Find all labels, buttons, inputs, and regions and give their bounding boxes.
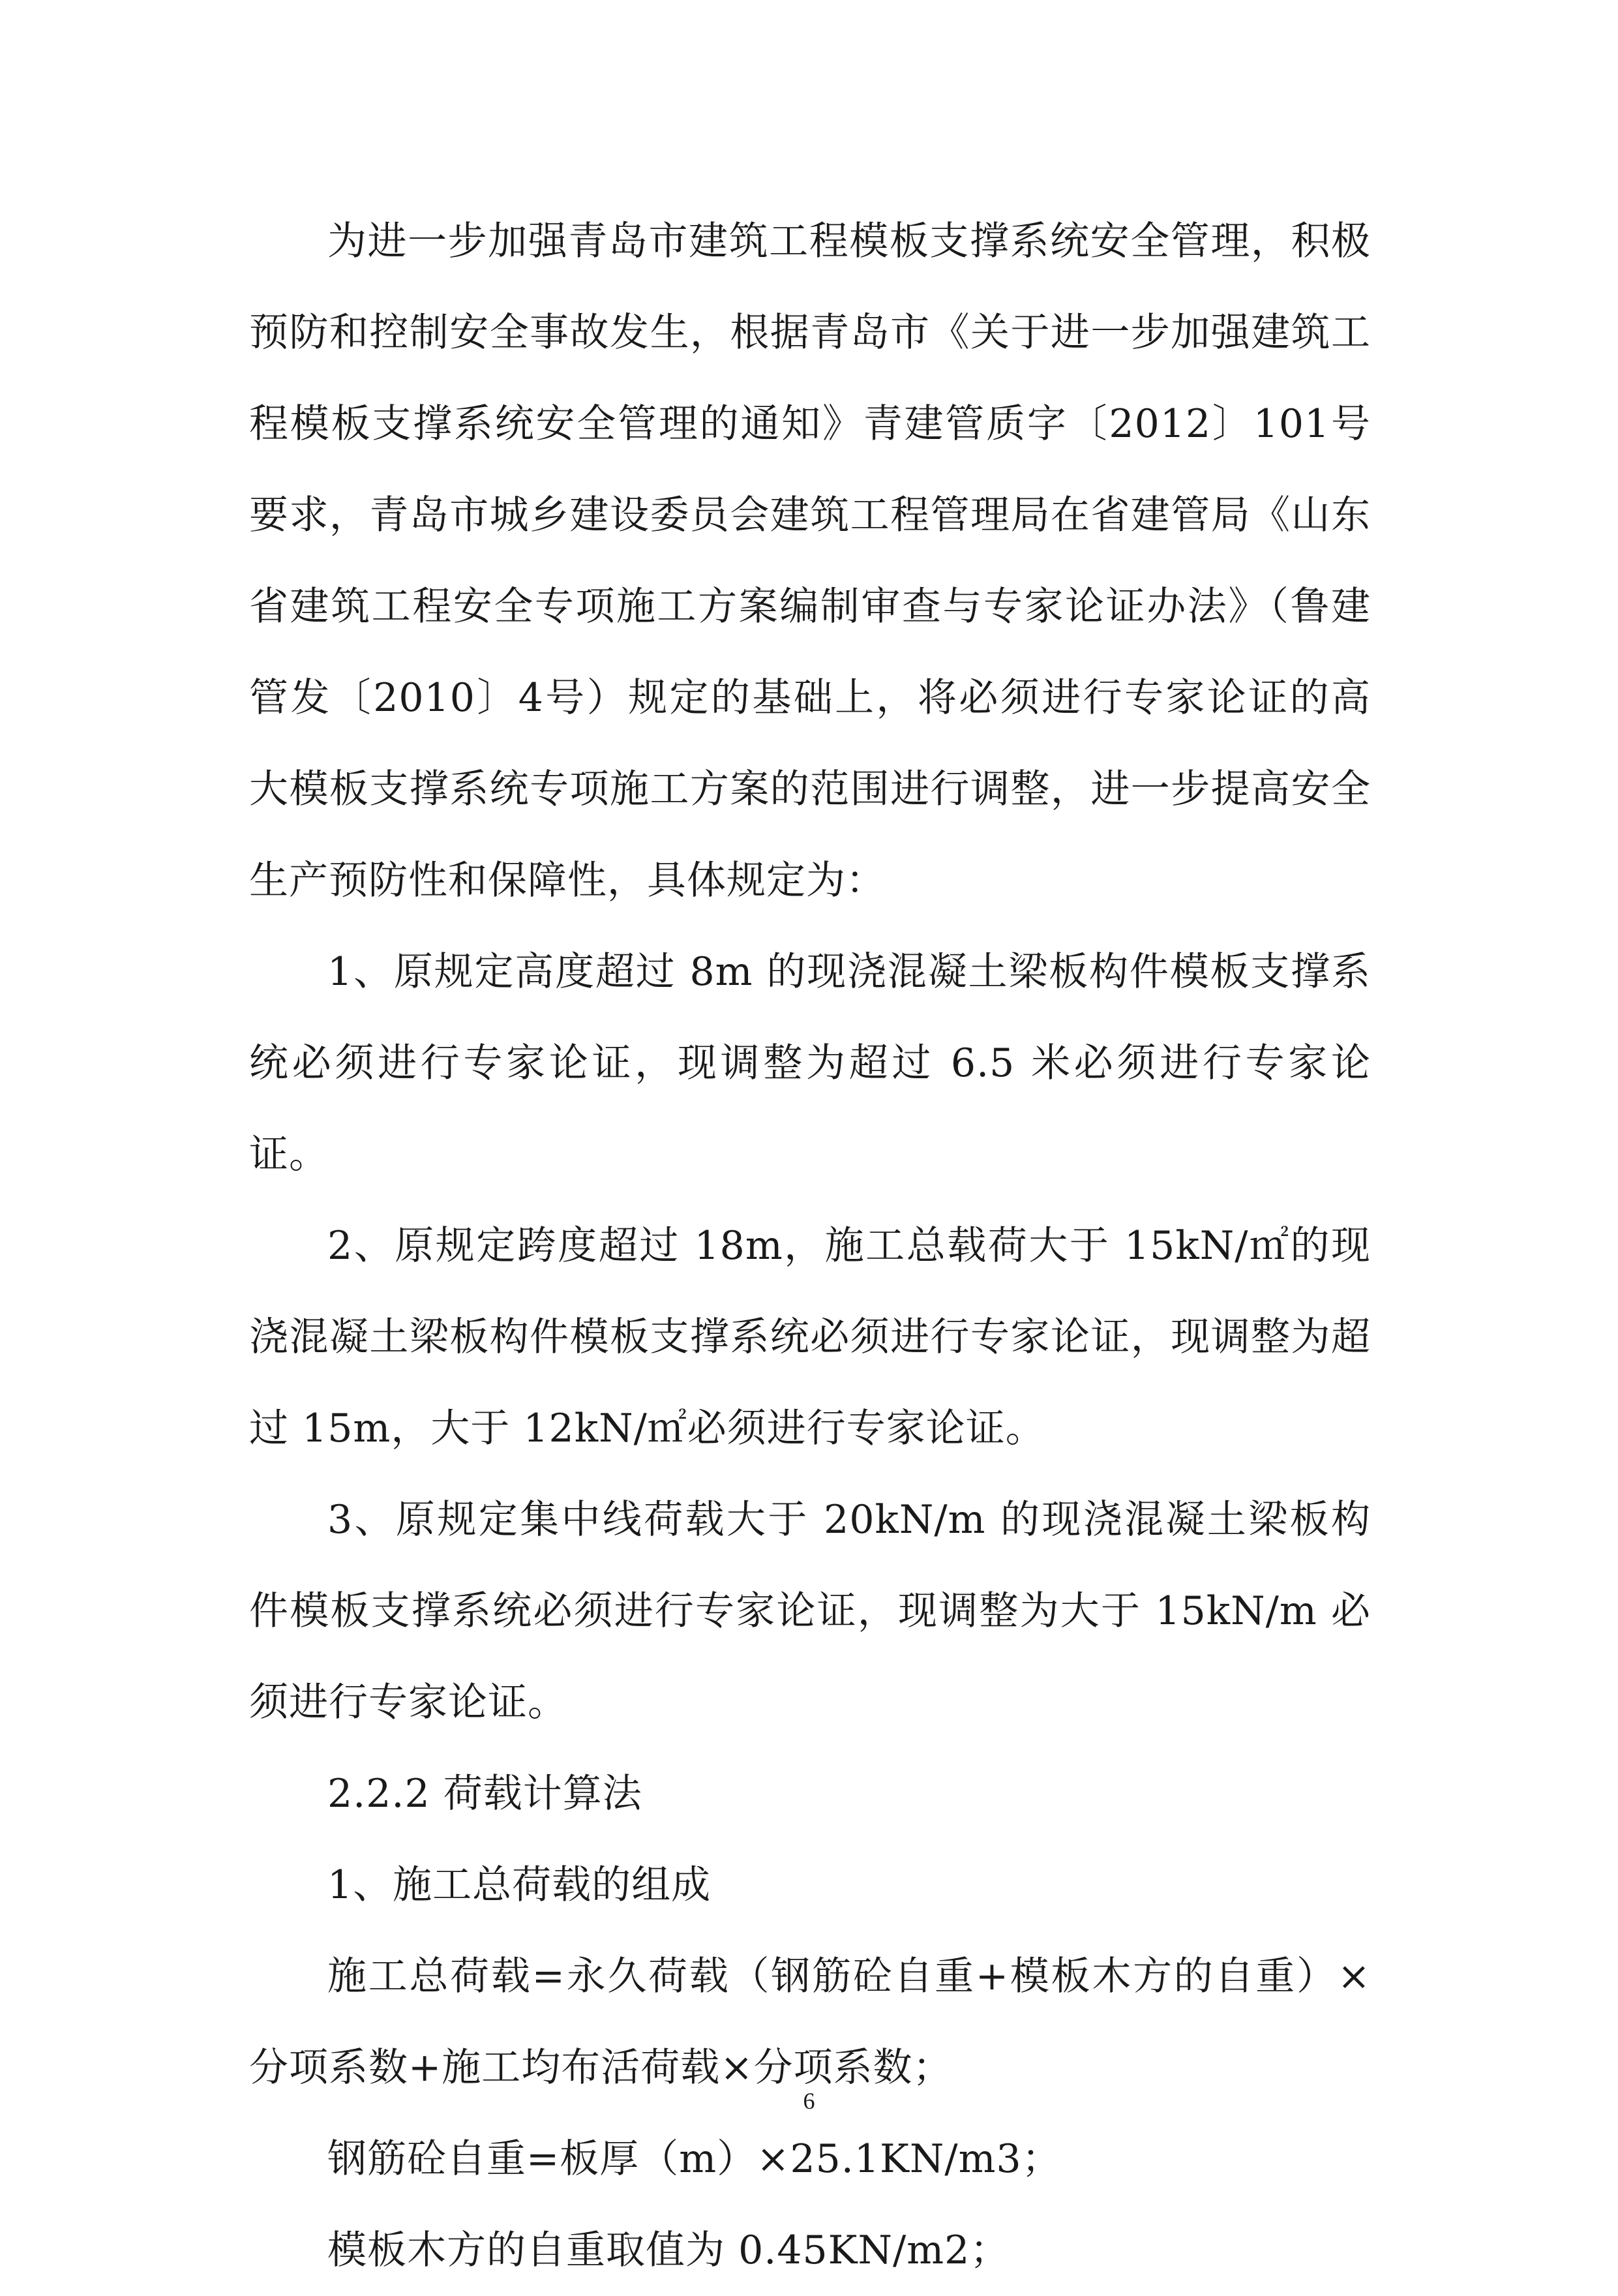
rule-item-1: 1、原规定高度超过 8m 的现浇混凝土梁板构件模板支撑系统必须进行专家论证，现调整为超过 6.5 米必须进行专家论证。 bbox=[249, 949, 1371, 1177]
formula-total-load: 施工总荷载=永久荷载（钢筋砼自重+模板木方的自重）×分项系数+施工均布活荷载×分项系数； bbox=[249, 1954, 1371, 2091]
section-heading: 2.2.2 荷载计算法 bbox=[327, 1771, 642, 1817]
rule-item-3: 3、原规定集中线荷载大于 20kN/m 的现浇混凝土梁板构件模板支撑系统必须进行专家论证，现调整为大于 15kN/m 必须进行专家论证。 bbox=[249, 1497, 1371, 1725]
document-body bbox=[249, 196, 1371, 2296]
intro-paragraph: 为进一步加强青岛市建筑工程模板支撑系统安全管理，积极预防和控制安全事故发生，根据青岛市《关于进一步加强建筑工程模板支撑系统安全管理的通知》青建管质字〔2012〕101号要求，青岛市城乡建设委员会建筑工程管理局在省建管局《山东省建筑工程安全专项施工方案编制审查与专家论证办法》（鲁建管发〔2010〕4号）规定的基础上，将必须进行专家论证的高大模板支撑系统专项施工方案的范围进行调整，进一步提高安全生产预防性和保障性，具体规定为： bbox=[249, 219, 1371, 903]
subsection-heading: 1、施工总荷载的组成 bbox=[327, 1862, 712, 1908]
formula-formwork-weight: 模板木方的自重取值为 0.45KN/m2； bbox=[327, 2228, 1010, 2273]
rule-item-2: 2、原规定跨度超过 18m，施工总载荷大于 15kN/㎡的现浇混凝土梁板构件模板支撑系统必须进行专家论证，现调整为超过 15m，大于 12kN/㎡必须进行专家论证。 bbox=[249, 1223, 1371, 1451]
page-number: 6 bbox=[803, 2088, 815, 2114]
formula-concrete-weight: 钢筋砼自重=板厚（m）×25.1KN/m3； bbox=[327, 2136, 1062, 2182]
